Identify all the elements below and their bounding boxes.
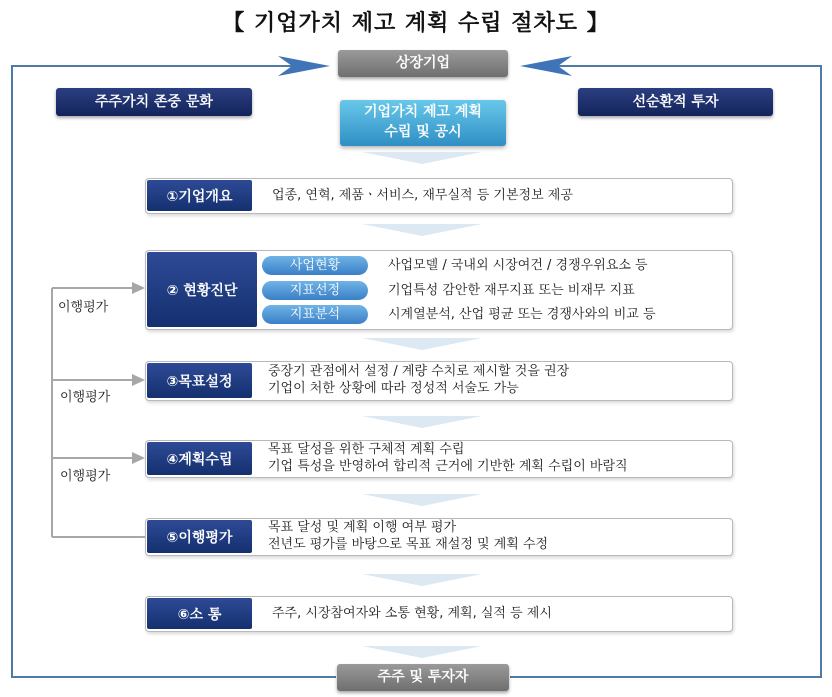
step-1-text: 업종, 연혁, 제품ㆍ서비스, 재무실적 등 기본정보 제공 bbox=[272, 188, 573, 203]
diagram-title: 【 기업가치 제고 계획 수립 절차도 】 bbox=[222, 11, 610, 36]
step-4-label: ④계획수립 bbox=[147, 442, 252, 475]
center-plan-line2: 수립 및 공시 bbox=[384, 124, 462, 140]
step-3-line1: 중장기 관점에서 설정 / 계량 수치로 제시할 것을 권장 bbox=[268, 364, 570, 379]
left-badge: 주주가치 존중 문화 bbox=[56, 88, 252, 116]
feedback-label-2: 이행평가 bbox=[60, 390, 111, 405]
step-2-tag-business: 사업현황 bbox=[262, 256, 368, 275]
step-2-label: ② 현황진단 bbox=[147, 252, 257, 327]
step-4-line2: 기업 특성을 반영하여 합리적 근거에 기반한 계획 수립이 바람직 bbox=[268, 459, 628, 474]
step-2-tag-indicator: 지표선정 bbox=[262, 281, 368, 300]
step-2-text-indicator: 기업특성 감안한 재무지표 또는 비재무 지표 bbox=[388, 283, 635, 298]
step-6-label: ⑥소 통 bbox=[147, 598, 252, 629]
feedback-label-3: 이행평가 bbox=[60, 469, 111, 484]
bottom-node-shareholders: 주주 및 투자자 bbox=[337, 664, 509, 691]
step-3-line2: 기업이 처한 상황에 따라 정성적 서술도 가능 bbox=[268, 381, 519, 396]
step-2-tag-analysis: 지표분석 bbox=[262, 305, 368, 324]
step-5-line1: 목표 달성 및 계획 이행 여부 평가 bbox=[268, 520, 457, 535]
step-4-line1: 목표 달성을 위한 구체적 계획 수립 bbox=[268, 442, 465, 457]
step-2-text-business: 사업모델 / 국내외 시장여건 / 경쟁우위요소 등 bbox=[388, 258, 648, 273]
center-plan-line1: 기업가치 제고 계획 bbox=[364, 104, 482, 120]
step-5-label: ⑤이행평가 bbox=[147, 520, 252, 553]
step-6-text: 주주, 시장참여자와 소통 현황, 계획, 실적 등 제시 bbox=[272, 606, 552, 621]
top-node-listed-company: 상장기업 bbox=[338, 50, 508, 77]
step-5-line2: 전년도 평가를 바탕으로 목표 재설정 및 계획 수정 bbox=[268, 537, 549, 552]
feedback-label-1: 이행평가 bbox=[58, 300, 109, 315]
step-2-text-analysis: 시계열분석, 산업 평균 또는 경쟁사와의 비교 등 bbox=[388, 307, 656, 322]
step-3-label: ③목표설정 bbox=[147, 363, 252, 398]
right-badge: 선순환적 투자 bbox=[578, 88, 773, 116]
step-1-label: ①기업개요 bbox=[147, 180, 252, 211]
